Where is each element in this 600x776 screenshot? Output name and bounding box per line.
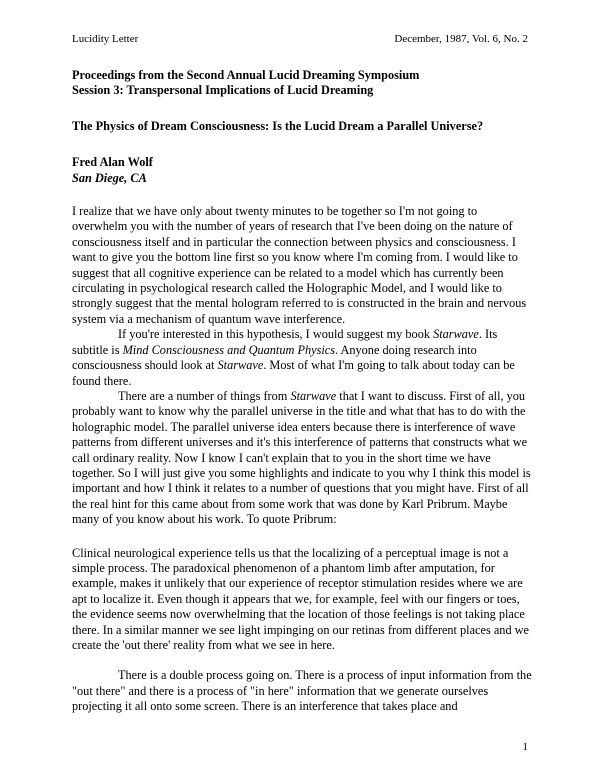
journal-name: Lucidity Letter bbox=[72, 33, 139, 45]
book-title: Starwave bbox=[290, 388, 337, 403]
issue-date: December, 1987, Vol. 6, No. 2 bbox=[394, 33, 528, 45]
proceedings-title: Proceedings from the Second Annual Lucid Dreaming Symposium bbox=[72, 68, 420, 82]
book-title: Starwave bbox=[217, 358, 264, 373]
author-location: San Diege, CA bbox=[72, 170, 147, 185]
paragraph-3: There are a number of things from Starwave that I want to discuss. First of all, you probably want to know why the parallel universe in the title and what that has to do with the holographic model. The parallel universe idea enters because there is interference of wave patterns from different universes and it's this interference of patterns that constructs what we call ordinary reality. Now I know I can't explain that to you in the short time we have together. So I will just give you some highlights and indicate to you why I think this model is important and how I think it relates to a number of questions that you might have. First of all the real hint for this came about from some work that was done by Karl Pribrum. Maybe many of you know about his work. To quote Pribrum: bbox=[72, 388, 531, 527]
page-number: 1 bbox=[522, 741, 528, 753]
book-title: Starwave bbox=[433, 327, 479, 342]
paragraph-1: I realize that we have only about twenty minutes to be together so I'm not going to overwhelm you with the number of years of research that I've been doing on the nature of consciousness itself and in particular the connection between physics and consciousness. I want to give you the bottom line first so you know where I'm coming from. I would like to suggest that all cognitive experience can be related to a model which has currently been circulating in psychological research called the Holographic Model, and I would like to strongly suggest that the mental hologram referred to is constructed in the brain and nervous system via a mechanism of quantum wave interference. bbox=[72, 204, 527, 326]
block-quote: Clinical neurological experience tells us that the localizing of a perceptual image is not a simple process. The paradoxical phenomenon of a phantom limb after amputation, for example, makes it unlikely that our experience of receptor stimulation resides where we are apt to localize it. Even though it appears that we, for example, feel with our fingers or toes, the evidence seems now overwhelming that the location of those feelings is not taking place there. In a similar manner we see light impinging on our retinas from different places and we create the 'out there' reality from what we see in here. bbox=[72, 545, 530, 652]
author-name: Fred Alan Wolf bbox=[72, 155, 153, 170]
paper-title: The Physics of Dream Consciousness: Is the Lucid Dream a Parallel Universe? bbox=[72, 118, 484, 133]
paragraph-2: If you're interested in this hypothesis, I would suggest my book Starwave. Its subtitle is Mind Consciousness and Quantum Physics. Anyone doing research into consciousness should look at Starwave. Most of what I'm going to talk about today can be found there. bbox=[72, 327, 515, 388]
paragraph-4: There is a double process going on. There is a process of input information from the "out there" and there is a process of "in here" information that we generate ourselves projecting it all onto some screen. There is an interference that takes place and bbox=[72, 668, 532, 714]
book-subtitle: Mind Consciousness and Quantum Physics bbox=[122, 342, 336, 357]
running-header bbox=[72, 31, 528, 47]
session-title: Session 3: Transpersonal Implications of Lucid Dreaming bbox=[72, 83, 374, 98]
page-content bbox=[72, 68, 532, 715]
